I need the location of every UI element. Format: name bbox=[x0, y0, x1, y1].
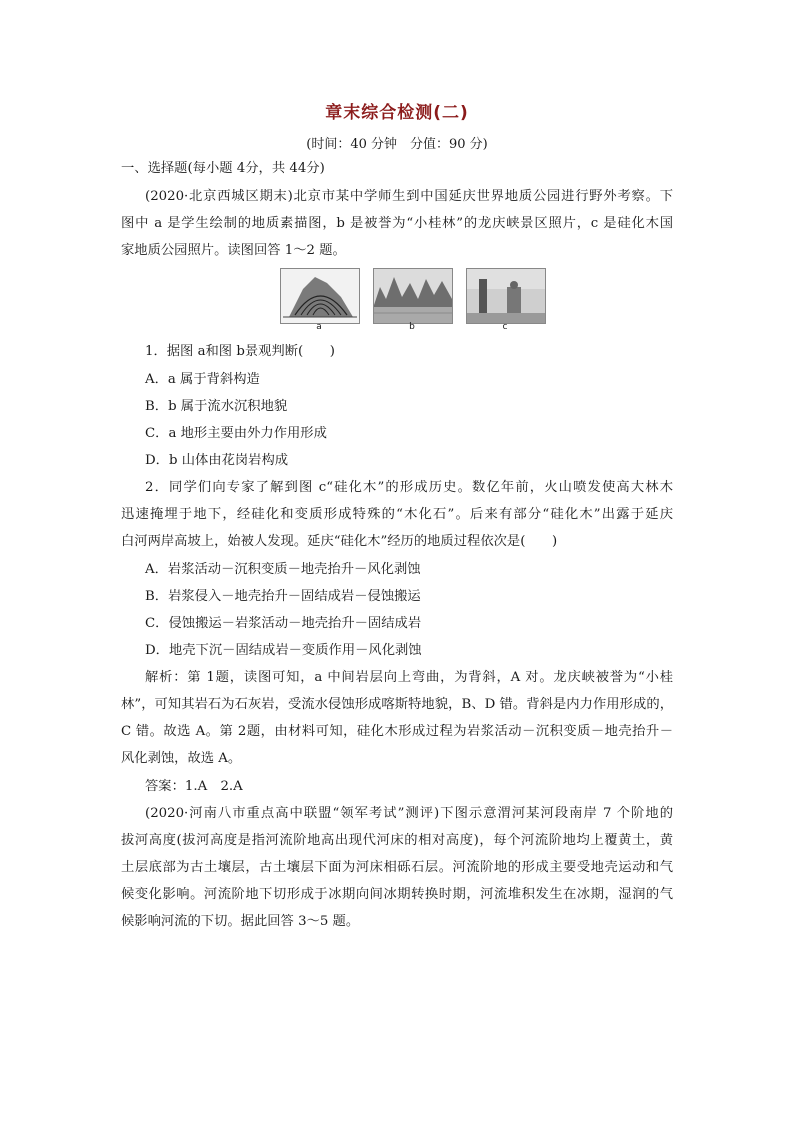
question-2-stem: 迅速掩埋于地下，经硅化和变质形成特殊的“木化石”。后来有部分“硅化木”出露于延庆 bbox=[121, 507, 673, 522]
petrified-wood-photo bbox=[466, 268, 546, 324]
analysis-line: C 错。故选 A。第 2题，由材料可知，硅化木形成过程为岩浆活动－沉积变质－地壳抬升－ bbox=[121, 724, 673, 739]
q1-option-a: A．a 属于背斜构造 bbox=[145, 372, 260, 387]
q1-option-d: D．b 山体由花岗岩构成 bbox=[145, 453, 289, 468]
intro-line: 土层底部为古土壤层，古土壤层下面为河床相砾石层。河流阶地的形成主要受地壳运动和气 bbox=[121, 860, 673, 875]
figure-label-b: b bbox=[409, 322, 415, 332]
analysis-line: 解析：第 1题，读图可知，a 中间岩层向上弯曲，为背斜，A 对。龙庆峡被誉为“小桂 bbox=[145, 670, 673, 685]
answer-line: 答案：1.A 2.A bbox=[145, 779, 243, 794]
question-2-stem: 白河两岸高坡上，始被人发现。延庆“硅化木”经历的地质过程依次是( ) bbox=[121, 534, 558, 549]
q2-option-b: B．岩浆侵入－地壳抬升－固结成岩－侵蚀搬运 bbox=[145, 589, 421, 604]
geology-sketch-image bbox=[280, 268, 360, 324]
page-title: 章末综合检测(二) bbox=[325, 103, 469, 123]
intro-line: 图中 a 是学生绘制的地质素描图，b 是被誉为“小桂林”的龙庆峡景区照片，c 是硅化木国 bbox=[121, 216, 673, 231]
analysis-line: 林”，可知其岩石为石灰岩，受流水侵蚀形成喀斯特地貌，B、D 错。背斜是内力作用形成的， bbox=[121, 697, 673, 712]
q2-option-c: C．侵蚀搬运－岩浆活动－地壳抬升－固结成岩 bbox=[145, 616, 422, 631]
figure-group bbox=[280, 268, 544, 330]
q2-option-a: A．岩浆活动－沉积变质－地壳抬升－风化剥蚀 bbox=[145, 562, 421, 577]
section-heading: 一、选择题(每小题 4分，共 44分) bbox=[121, 161, 325, 176]
q1-option-c: C．a 地形主要由外力作用形成 bbox=[145, 426, 327, 441]
figure-label-c: c bbox=[502, 322, 508, 332]
intro-line: 候影响河流的下切。据此回答 3～5 题。 bbox=[121, 914, 360, 929]
intro-line: (2020·北京西城区期末)北京市某中学师生到中国延庆世界地质公园进行野外考察。下 bbox=[145, 189, 673, 204]
question-2-stem: 2．同学们向专家了解到图 c“硅化木”的形成历史。数亿年前，火山喷发使高大林木 bbox=[145, 480, 673, 495]
exam-info: (时间：40 分钟 分值：90 分) bbox=[306, 137, 488, 152]
figure-label-a: a bbox=[316, 322, 322, 332]
intro-line: 候变化影响。河流阶地下切形成于冰期向间冰期转换时期，河流堆积发生在冰期，湿润的气 bbox=[121, 887, 673, 902]
intro-line: (2020·河南八市重点高中联盟“领军考试”测评)下图示意渭河某河段南岸 7 个阶地的 bbox=[145, 806, 673, 821]
q2-option-d: D．地壳下沉－固结成岩－变质作用－风化剥蚀 bbox=[145, 643, 422, 658]
analysis-line: 风化剥蚀，故选 A。 bbox=[121, 751, 242, 766]
karst-landscape-photo bbox=[373, 268, 453, 324]
intro-line: 拔河高度(拔河高度是指河流阶地高出现代河床的相对高度)，每个河流阶地均上覆黄土，黄 bbox=[121, 833, 673, 848]
q1-option-b: B．b 属于流水沉积地貌 bbox=[145, 399, 288, 414]
question-1-stem: 1．据图 a和图 b景观判断( ) bbox=[145, 344, 335, 359]
intro-line: 家地质公园照片。读图回答 1～2 题。 bbox=[121, 243, 346, 258]
